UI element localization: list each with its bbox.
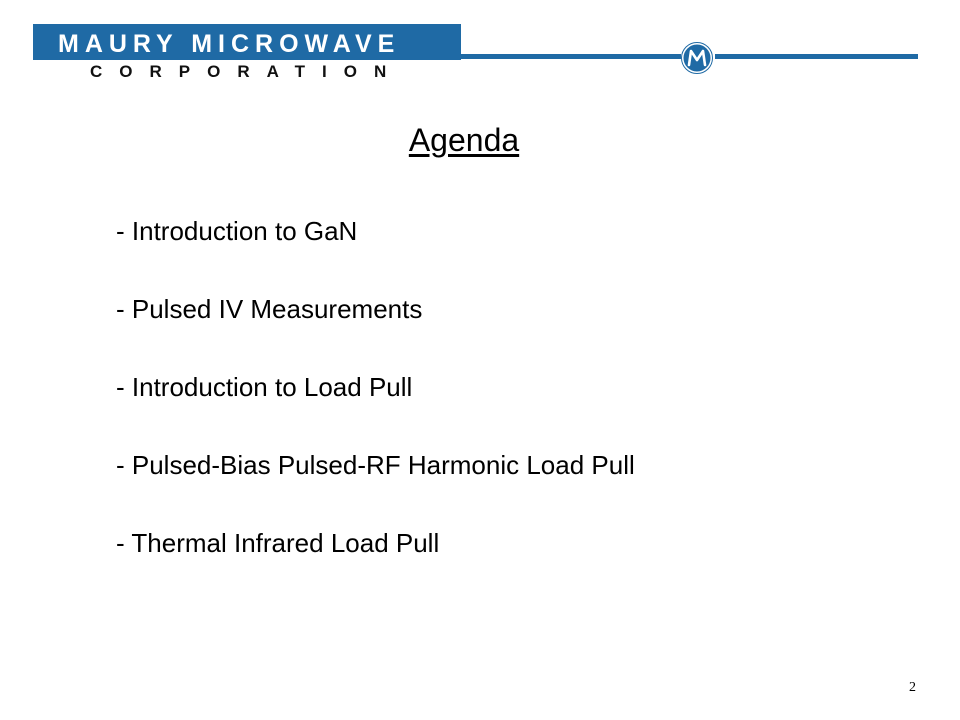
header-rule-right	[715, 54, 918, 59]
agenda-item: - Pulsed IV Measurements	[116, 294, 423, 324]
maury-m-logo-icon	[681, 42, 713, 74]
agenda-item: - Introduction to Load Pull	[116, 372, 413, 402]
header-rule-left	[461, 54, 681, 59]
agenda-list	[116, 216, 635, 606]
company-name: MAURY MICROWAVE	[58, 30, 401, 58]
company-suffix: CORPORATION	[90, 62, 404, 81]
agenda-item: - Thermal Infrared Load Pull	[116, 528, 440, 558]
agenda-item: - Pulsed-Bias Pulsed-RF Harmonic Load Pull	[116, 450, 635, 480]
page-number: 2	[909, 680, 916, 695]
slide-title: Agenda	[408, 122, 520, 158]
agenda-item: - Introduction to GaN	[116, 216, 358, 246]
